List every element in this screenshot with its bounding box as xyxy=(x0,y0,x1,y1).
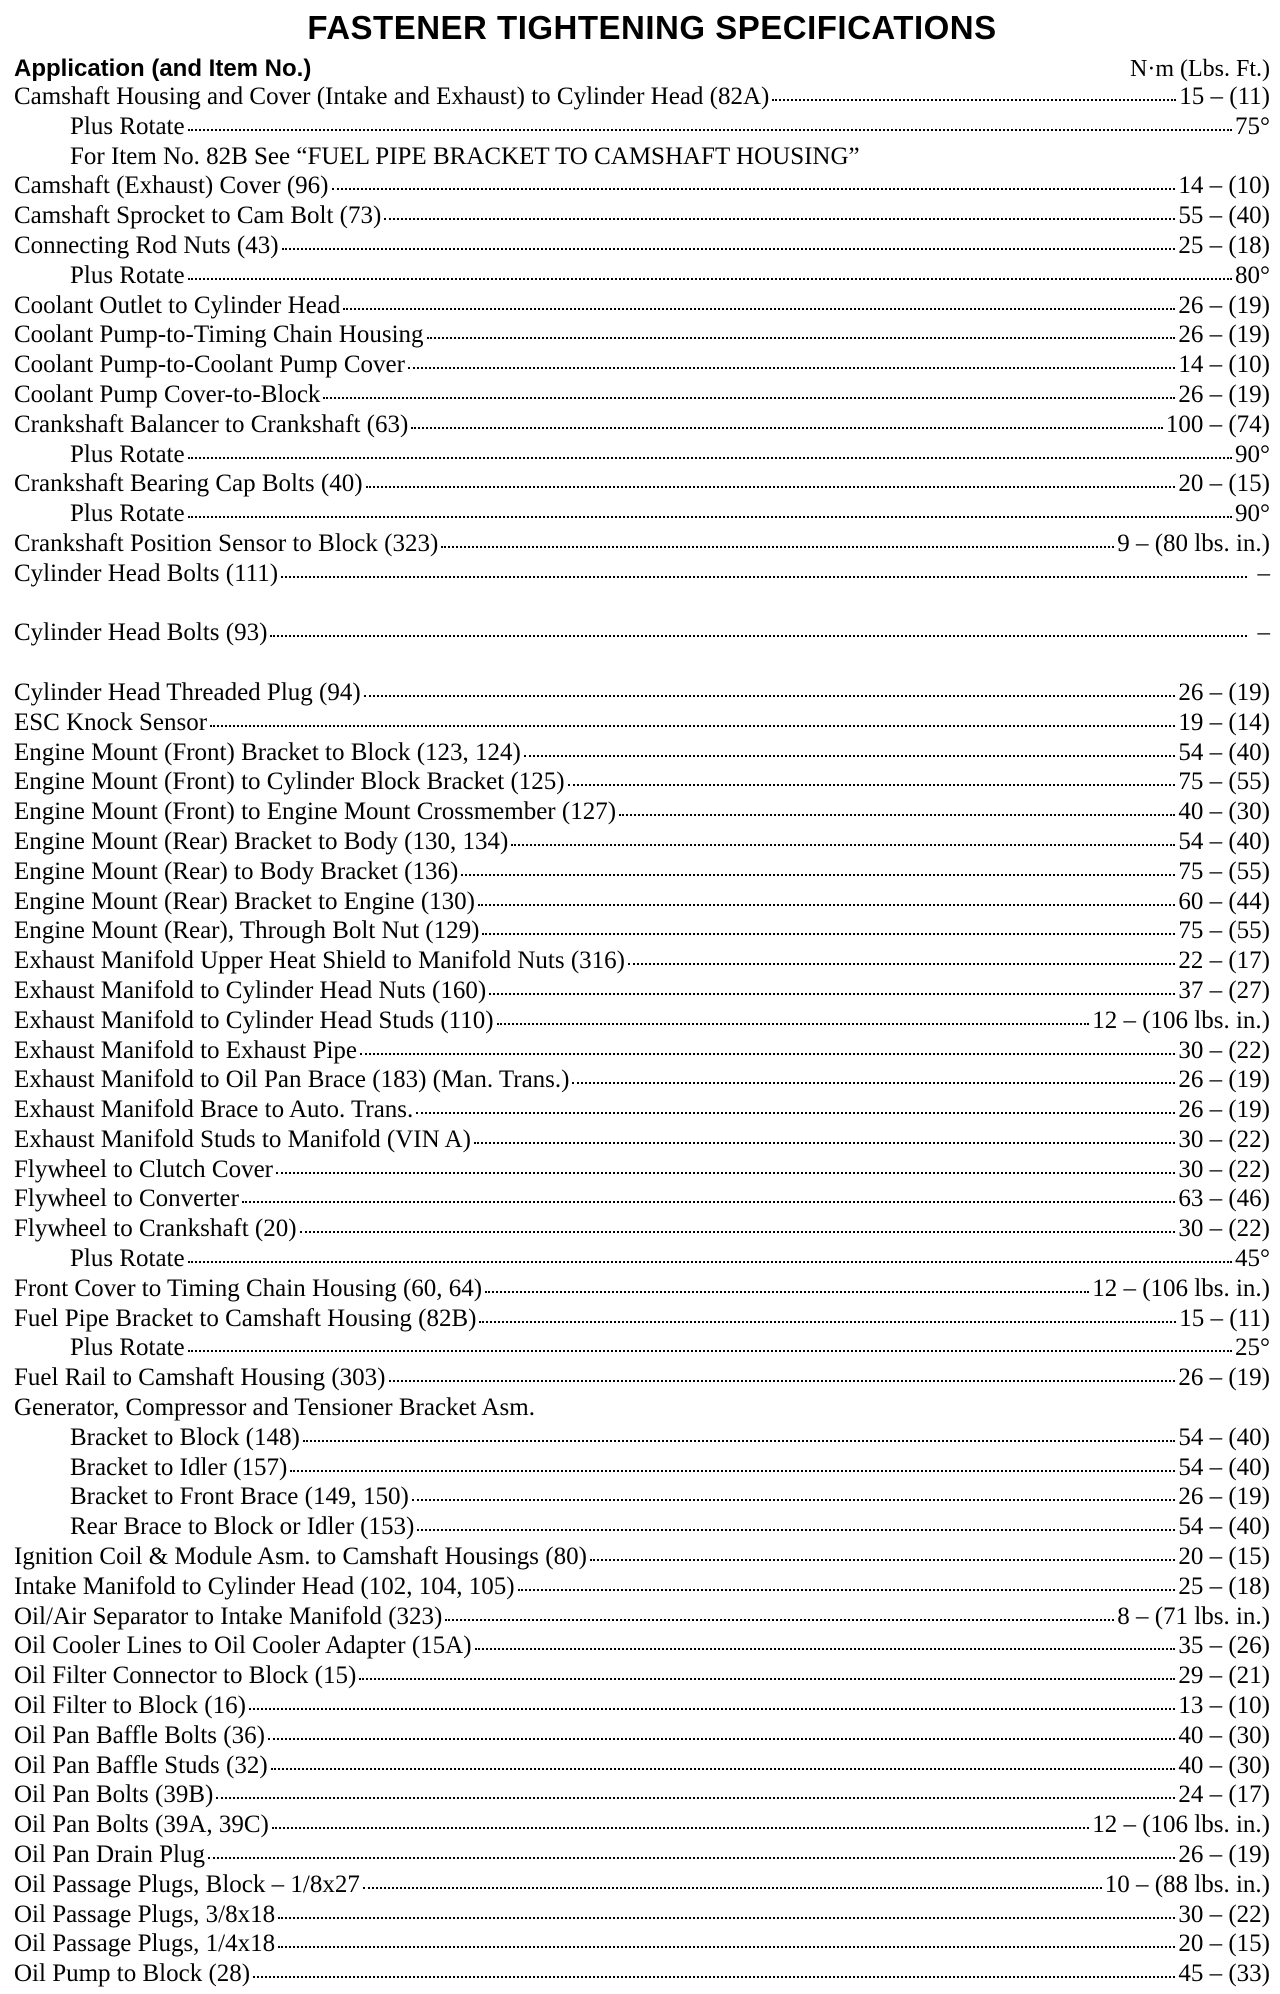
spec-label: Cylinder Head Threaded Plug (94) xyxy=(14,678,361,706)
dot-leader xyxy=(619,810,1175,816)
spec-row xyxy=(14,708,1270,738)
dot-leader xyxy=(303,1436,1176,1442)
spec-row xyxy=(14,916,1270,946)
spec-label: Oil Pan Baffle Bolts (36) xyxy=(14,1721,265,1749)
spec-row xyxy=(14,1870,1270,1900)
spec-row xyxy=(14,1691,1270,1721)
dot-leader xyxy=(518,1585,1176,1591)
dot-leader xyxy=(323,393,1175,399)
spec-label: Crankshaft Position Sensor to Block (323) xyxy=(14,529,439,557)
spec-label: Fuel Pipe Bracket to Camshaft Housing (82B) xyxy=(14,1304,477,1332)
spec-row xyxy=(14,827,1270,857)
spec-value: 75 – (55) xyxy=(1178,768,1270,796)
spec-value: 45 – (33) xyxy=(1178,1960,1270,1988)
spec-label: Exhaust Manifold Upper Heat Shield to Manifold Nuts (316) xyxy=(14,947,626,975)
spec-label: Oil Passage Plugs, 3/8x18 xyxy=(14,1900,276,1928)
spec-value: – xyxy=(1257,619,1270,647)
dot-leader xyxy=(511,840,1175,846)
spec-row xyxy=(14,1155,1270,1185)
dot-leader xyxy=(416,1108,1175,1114)
spec-row xyxy=(14,1661,1270,1691)
spec-label: Plus Rotate xyxy=(70,500,185,528)
spec-row xyxy=(14,1363,1270,1393)
spec-row xyxy=(14,1900,1270,1930)
dot-leader xyxy=(290,1466,1175,1472)
spec-row xyxy=(14,112,1270,142)
spec-value: 19 – (14) xyxy=(1178,708,1270,736)
spec-value: 80° xyxy=(1235,261,1270,289)
spec-row xyxy=(14,767,1270,797)
spec-value: 40 – (30) xyxy=(1178,798,1270,826)
spec-label: Flywheel to Converter xyxy=(14,1185,239,1213)
spec-row xyxy=(14,171,1270,201)
spec-row xyxy=(14,1304,1270,1334)
dot-leader xyxy=(216,1793,1175,1799)
spec-row xyxy=(14,1512,1270,1542)
spec-label: Connecting Rod Nuts (43) xyxy=(14,231,279,259)
spec-row xyxy=(14,231,1270,261)
spec-value: 14 – (10) xyxy=(1178,172,1270,200)
spec-row xyxy=(14,1333,1270,1363)
spec-row xyxy=(14,857,1270,887)
spec-row xyxy=(14,469,1270,499)
spec-value: 29 – (21) xyxy=(1178,1662,1270,1690)
spec-label: Oil/Air Separator to Intake Manifold (323) xyxy=(14,1602,443,1630)
spec-label: Engine Mount (Rear) to Body Bracket (136) xyxy=(14,857,459,885)
spec-label: Exhaust Manifold Studs to Manifold (VIN A) xyxy=(14,1125,471,1153)
dot-leader xyxy=(497,1019,1090,1025)
spec-label: Oil Filter to Block (16) xyxy=(14,1692,246,1720)
dot-leader xyxy=(242,1197,1175,1203)
spec-label: Plus Rotate xyxy=(70,440,185,468)
dot-leader xyxy=(461,870,1175,876)
dot-leader xyxy=(276,1168,1175,1174)
spec-value: 30 – (22) xyxy=(1178,1900,1270,1928)
spec-label: Rear Brace to Block or Idler (153) xyxy=(70,1513,415,1541)
spec-value: 12 – (106 lbs. in.) xyxy=(1092,1274,1270,1302)
spec-label: Coolant Outlet to Cylinder Head xyxy=(14,291,341,319)
spec-row xyxy=(14,1572,1270,1602)
spec-row xyxy=(14,1125,1270,1155)
spec-label: Intake Manifold to Cylinder Head (102, 104, 105) xyxy=(14,1572,515,1600)
dot-leader xyxy=(188,125,1232,131)
spec-value: 35 – (26) xyxy=(1178,1632,1270,1660)
spec-row xyxy=(14,1929,1270,1959)
spec-row xyxy=(14,380,1270,410)
dot-leader xyxy=(568,780,1176,786)
dot-leader xyxy=(408,363,1175,369)
spec-row xyxy=(14,1631,1270,1661)
spec-row xyxy=(14,976,1270,1006)
spec-value: 25° xyxy=(1235,1334,1270,1362)
spec-value: 12 – (106 lbs. in.) xyxy=(1092,1006,1270,1034)
spec-value: 54 – (40) xyxy=(1178,1423,1270,1451)
dot-leader xyxy=(427,333,1176,339)
spec-row xyxy=(14,1065,1270,1095)
spec-value: 14 – (10) xyxy=(1178,351,1270,379)
spec-value: 54 – (40) xyxy=(1178,827,1270,855)
dot-leader xyxy=(359,1674,1175,1680)
dot-leader xyxy=(300,1227,1176,1233)
spec-label: Flywheel to Clutch Cover xyxy=(14,1155,273,1183)
spec-row xyxy=(14,529,1270,559)
spec-row xyxy=(14,1751,1270,1781)
spec-row xyxy=(14,678,1270,708)
spec-label: Coolant Pump Cover-to-Block xyxy=(14,380,321,408)
spec-label: Bracket to Idler (157) xyxy=(70,1453,288,1481)
spec-row xyxy=(14,1036,1270,1066)
dot-leader xyxy=(412,1495,1176,1501)
dot-leader xyxy=(364,691,1176,697)
dot-leader xyxy=(384,214,1175,220)
spec-row xyxy=(14,291,1270,321)
spec-label: Engine Mount (Front) to Engine Mount Crossmember (127) xyxy=(14,798,617,826)
spec-row xyxy=(14,1006,1270,1036)
spec-label: Bracket to Front Brace (149, 150) xyxy=(70,1483,409,1511)
torque-header: N·m (Lbs. Ft.) xyxy=(1130,56,1270,82)
spec-row xyxy=(14,261,1270,291)
spec-value: 75 – (55) xyxy=(1178,857,1270,885)
dot-leader xyxy=(474,1138,1175,1144)
dot-leader xyxy=(188,274,1232,280)
dot-leader xyxy=(572,1078,1175,1084)
spacer-row xyxy=(14,648,1270,678)
spec-value: 15 – (11) xyxy=(1179,1304,1270,1332)
spec-value: – xyxy=(1257,559,1270,587)
dot-leader xyxy=(188,453,1232,459)
spacer-row xyxy=(14,589,1270,619)
spec-label: Oil Passage Plugs, 1/4x18 xyxy=(14,1930,276,1958)
spec-row xyxy=(14,1602,1270,1632)
dot-leader xyxy=(441,542,1114,548)
spec-row xyxy=(14,320,1270,350)
spec-label: Oil Pan Bolts (39B) xyxy=(14,1781,214,1809)
spec-value: 54 – (40) xyxy=(1178,1453,1270,1481)
spec-label: Exhaust Manifold Brace to Auto. Trans. xyxy=(14,1096,414,1124)
spec-label: ESC Knock Sensor xyxy=(14,708,208,736)
spec-row xyxy=(14,559,1270,589)
spec-value: 60 – (44) xyxy=(1178,887,1270,915)
spec-label: Engine Mount (Rear) Bracket to Body (130, 134) xyxy=(14,827,509,855)
dot-leader xyxy=(590,1555,1175,1561)
dot-leader xyxy=(366,482,1176,488)
spec-label: Oil Cooler Lines to Oil Cooler Adapter (15A) xyxy=(14,1632,472,1660)
spec-row xyxy=(14,142,1270,172)
spec-label: Oil Pan Drain Plug xyxy=(14,1841,205,1869)
spec-value: 75° xyxy=(1235,112,1270,140)
dot-leader xyxy=(417,1525,1175,1531)
spec-value: 20 – (15) xyxy=(1178,470,1270,498)
spec-row xyxy=(14,1184,1270,1214)
spec-row xyxy=(14,1721,1270,1751)
spec-label: Exhaust Manifold to Exhaust Pipe xyxy=(14,1036,358,1064)
spec-row xyxy=(14,1244,1270,1274)
spec-label: Oil Pan Baffle Studs (32) xyxy=(14,1751,268,1779)
dot-leader xyxy=(343,304,1175,310)
spec-label: Engine Mount (Rear), Through Bolt Nut (129) xyxy=(14,917,480,945)
dot-leader xyxy=(524,751,1175,757)
spec-label: Camshaft Housing and Cover (Intake and Exhaust) to Cylinder Head (82A) xyxy=(14,83,770,110)
dot-leader xyxy=(249,1704,1175,1710)
spec-value: 13 – (10) xyxy=(1178,1692,1270,1720)
spec-row xyxy=(14,1274,1270,1304)
dot-leader xyxy=(278,1913,1175,1919)
spec-row xyxy=(14,1810,1270,1840)
spec-label: Camshaft (Exhaust) Cover (96) xyxy=(14,172,329,200)
spec-label: Crankshaft Bearing Cap Bolts (40) xyxy=(14,470,363,498)
spec-label: Plus Rotate xyxy=(70,261,185,289)
spec-row xyxy=(14,440,1270,470)
dot-leader xyxy=(478,900,1175,906)
spec-value: 100 – (74) xyxy=(1165,410,1270,438)
dot-leader xyxy=(332,184,1176,190)
spec-label: Oil Passage Plugs, Block – 1/8x27 xyxy=(14,1870,360,1898)
spec-label: Crankshaft Balancer to Crankshaft (63) xyxy=(14,410,409,438)
spec-label: Bracket to Block (148) xyxy=(70,1423,300,1451)
dot-leader xyxy=(272,1823,1089,1829)
spec-label: Exhaust Manifold to Cylinder Head Nuts (160) xyxy=(14,976,487,1004)
spec-value: 30 – (22) xyxy=(1178,1155,1270,1183)
spec-row xyxy=(14,1393,1270,1423)
spec-label: Camshaft Sprocket to Cam Bolt (73) xyxy=(14,202,382,230)
spec-value: 90° xyxy=(1235,440,1270,468)
spec-value: 40 – (30) xyxy=(1178,1721,1270,1749)
dot-leader xyxy=(411,423,1163,429)
spec-label: Ignition Coil & Module Asm. to Camshaft Housings (80) xyxy=(14,1543,587,1571)
spec-value: 20 – (15) xyxy=(1178,1930,1270,1958)
spec-value: 25 – (18) xyxy=(1178,231,1270,259)
spec-value: 8 – (71 lbs. in.) xyxy=(1117,1602,1270,1630)
spec-row xyxy=(14,1453,1270,1483)
dot-leader xyxy=(281,572,1247,578)
spec-value: 26 – (19) xyxy=(1178,1483,1270,1511)
spec-label: Generator, Compressor and Tensioner Bracket Asm. xyxy=(14,1394,535,1422)
spec-label: Plus Rotate xyxy=(70,1245,185,1273)
spec-label: Plus Rotate xyxy=(70,1334,185,1362)
dot-leader xyxy=(270,631,1247,637)
dot-leader xyxy=(479,1317,1176,1323)
spec-value: 12 – (106 lbs. in.) xyxy=(1092,1811,1270,1839)
spec-row xyxy=(14,201,1270,231)
spec-value: 26 – (19) xyxy=(1178,678,1270,706)
spec-value: 26 – (19) xyxy=(1178,321,1270,349)
spec-value: 30 – (22) xyxy=(1178,1215,1270,1243)
dot-leader xyxy=(188,1257,1232,1263)
spec-value: 25 – (18) xyxy=(1178,1572,1270,1600)
spec-row xyxy=(14,738,1270,768)
dot-leader xyxy=(628,959,1175,965)
spec-label: Exhaust Manifold to Oil Pan Brace (183) (Man. Trans.) xyxy=(14,1066,570,1094)
spec-row xyxy=(14,1423,1270,1453)
spec-row xyxy=(14,499,1270,529)
spec-value: 55 – (40) xyxy=(1178,202,1270,230)
dot-leader xyxy=(278,1942,1175,1948)
spec-label: Engine Mount (Front) to Cylinder Block Bracket (125) xyxy=(14,768,565,796)
spec-value: 22 – (17) xyxy=(1178,947,1270,975)
spec-value: 26 – (19) xyxy=(1178,1841,1270,1869)
spec-value: 75 – (55) xyxy=(1178,917,1270,945)
spec-row xyxy=(14,797,1270,827)
dot-leader xyxy=(210,721,1175,727)
spec-label: Cylinder Head Bolts (93) xyxy=(14,619,268,647)
spec-value: 26 – (19) xyxy=(1178,380,1270,408)
spec-label: Front Cover to Timing Chain Housing (60, 64) xyxy=(14,1274,483,1302)
spec-row xyxy=(14,946,1270,976)
dot-leader xyxy=(271,1764,1176,1770)
spec-row xyxy=(14,1482,1270,1512)
spec-label: Engine Mount (Rear) Bracket to Engine (130) xyxy=(14,887,475,915)
column-header xyxy=(14,56,1270,82)
spec-value: 26 – (19) xyxy=(1178,1096,1270,1124)
dot-leader xyxy=(475,1644,1176,1650)
spec-value: 24 – (17) xyxy=(1178,1781,1270,1809)
page-title: FASTENER TIGHTENING SPECIFICATIONS xyxy=(307,9,997,46)
spec-value: 30 – (22) xyxy=(1178,1036,1270,1064)
dot-leader xyxy=(363,1883,1102,1889)
spec-value: 26 – (19) xyxy=(1178,291,1270,319)
spec-label: Engine Mount (Front) Bracket to Block (123, 124) xyxy=(14,738,521,766)
spec-value: 26 – (19) xyxy=(1178,1066,1270,1094)
dot-leader xyxy=(253,1972,1175,1978)
spec-row xyxy=(14,887,1270,917)
spec-row xyxy=(14,1840,1270,1870)
dot-leader xyxy=(268,1734,1175,1740)
dot-leader xyxy=(489,989,1175,995)
dot-leader xyxy=(482,929,1175,935)
spec-value: 10 – (88 lbs. in.) xyxy=(1104,1870,1270,1898)
spec-value: 26 – (19) xyxy=(1178,1364,1270,1392)
spec-row xyxy=(14,350,1270,380)
spec-label: Exhaust Manifold to Cylinder Head Studs (110) xyxy=(14,1006,494,1034)
spec-label: Cylinder Head Bolts (111) xyxy=(14,559,279,587)
spec-value: 40 – (30) xyxy=(1178,1751,1270,1779)
dot-leader xyxy=(282,244,1176,250)
spec-value: 63 – (46) xyxy=(1178,1185,1270,1213)
spec-label: Flywheel to Crankshaft (20) xyxy=(14,1215,297,1243)
dot-leader xyxy=(188,1346,1232,1352)
spec-value: 90° xyxy=(1235,500,1270,528)
spec-label: Fuel Rail to Camshaft Housing (303) xyxy=(14,1364,386,1392)
dot-leader xyxy=(188,512,1232,518)
spec-value: 54 – (40) xyxy=(1178,1513,1270,1541)
spec-list xyxy=(14,82,1270,1989)
spec-label: For Item No. 82B See “FUEL PIPE BRACKET TO CAMSHAFT HOUSING” xyxy=(70,142,860,170)
application-header: Application (and Item No.) xyxy=(14,55,312,82)
spec-row xyxy=(14,1542,1270,1572)
spec-label: Coolant Pump-to-Coolant Pump Cover xyxy=(14,351,405,379)
spec-row xyxy=(14,82,1270,112)
dot-leader xyxy=(485,1287,1089,1293)
dot-leader xyxy=(208,1853,1175,1859)
spec-label: Plus Rotate xyxy=(70,112,185,140)
spec-value: 37 – (27) xyxy=(1178,976,1270,1004)
dot-leader xyxy=(772,95,1176,101)
spec-row xyxy=(14,1214,1270,1244)
spec-value: 54 – (40) xyxy=(1178,738,1270,766)
spec-label: Coolant Pump-to-Timing Chain Housing xyxy=(14,321,424,349)
dot-leader xyxy=(389,1376,1176,1382)
spec-label: Oil Pan Bolts (39A, 39C) xyxy=(14,1811,269,1839)
dot-leader xyxy=(360,1049,1175,1055)
spec-label: Oil Pump to Block (28) xyxy=(14,1960,251,1988)
spec-row xyxy=(14,618,1270,648)
spec-value: 15 – (11) xyxy=(1179,83,1270,110)
spec-value: 9 – (80 lbs. in.) xyxy=(1117,529,1270,557)
spec-row xyxy=(14,1959,1270,1989)
spec-value: 45° xyxy=(1235,1245,1270,1273)
spec-row xyxy=(14,1095,1270,1125)
spec-value: 30 – (22) xyxy=(1178,1125,1270,1153)
spec-value: 20 – (15) xyxy=(1178,1543,1270,1571)
spec-label: Oil Filter Connector to Block (15) xyxy=(14,1662,357,1690)
spec-row xyxy=(14,1780,1270,1810)
dot-leader xyxy=(445,1615,1114,1621)
spec-row xyxy=(14,410,1270,440)
